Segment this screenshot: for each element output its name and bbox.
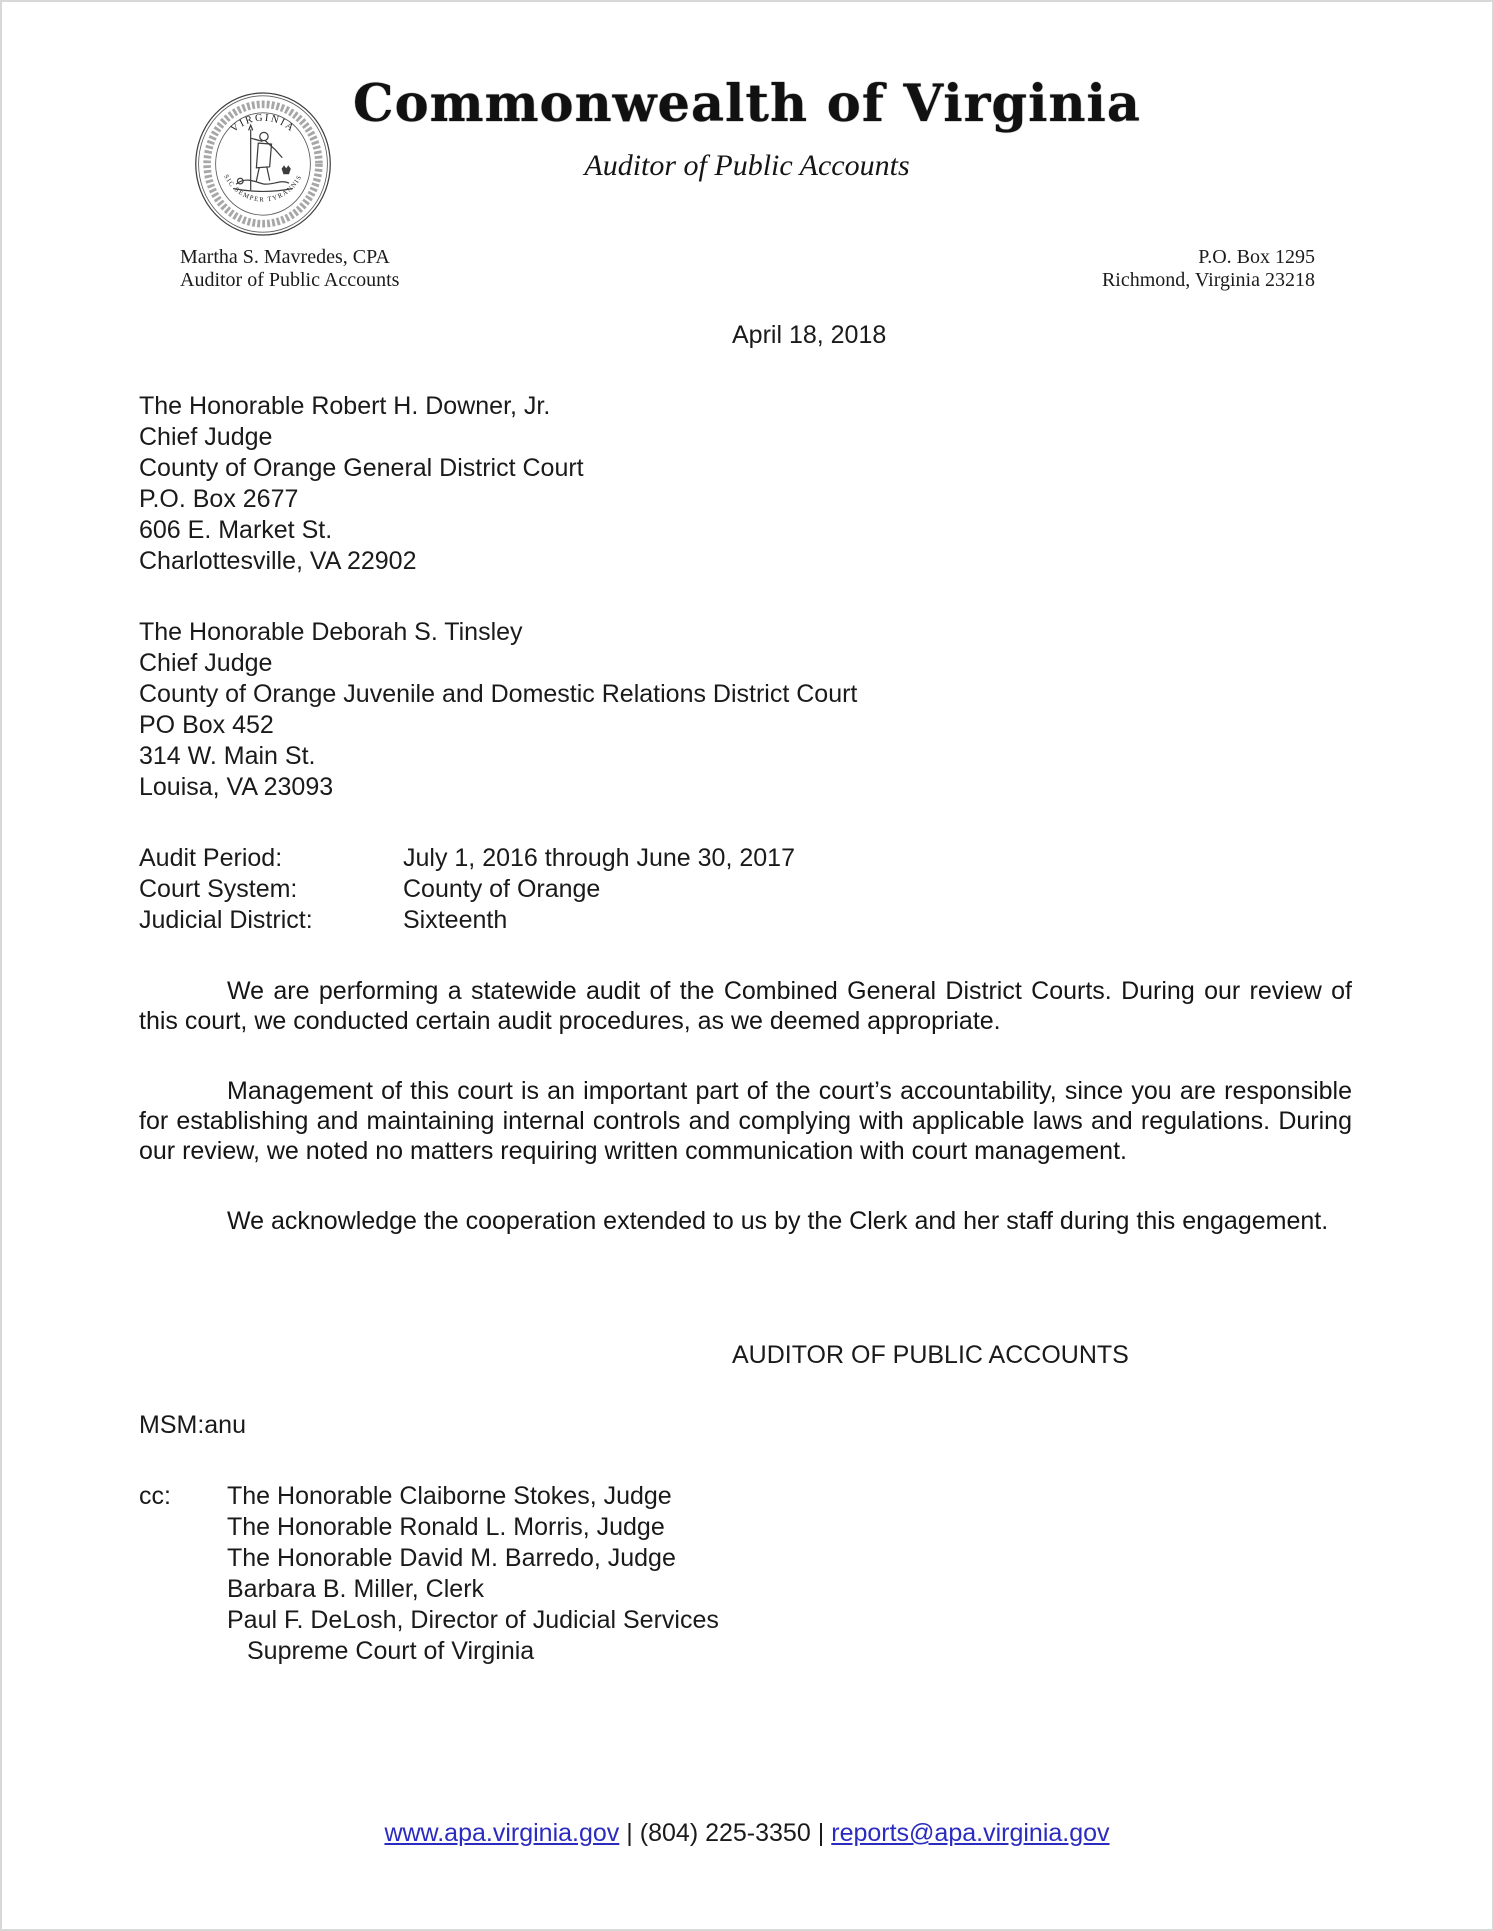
official-name: Martha S. Mavredes, CPA — [180, 246, 390, 268]
recipient-line: PO Box 452 — [139, 711, 274, 739]
body-paragraph-3: We acknowledge the cooperation extended to us by the Clerk and her staff during this engagement. — [227, 1207, 1329, 1235]
phone-number: (804) 225-3350 — [639, 1819, 811, 1847]
court-system-label: Court System: — [139, 875, 298, 903]
cc-name: The Honorable Claiborne Stokes, Judge — [227, 1482, 672, 1510]
cc-names — [227, 1481, 719, 1667]
recipient-line: 606 E. Market St. — [139, 516, 333, 544]
official-block — [180, 246, 399, 292]
page-subtitle: Auditor of Public Accounts — [584, 149, 910, 182]
body-paragraph-2: Management of this court is an important part of the court’s accountability, since you are responsible for establishing and maintaining internal controls and complying with applicable laws and regulations. During our review, we noted no matters requiring written communication with court management. — [139, 1077, 1352, 1165]
website-link[interactable]: www.apa.virginia.gov — [384, 1819, 620, 1847]
audit-info-row — [139, 874, 1352, 905]
letter-date: April 18, 2018 — [732, 321, 887, 349]
recipient-line: 314 W. Main St. — [139, 742, 316, 770]
cc-name: The Honorable Ronald L. Morris, Judge — [227, 1513, 665, 1541]
email-link[interactable]: reports@apa.virginia.gov — [831, 1819, 1110, 1847]
recipient-line: P.O. Box 2677 — [139, 485, 299, 513]
letter-footer — [2, 1818, 1492, 1848]
court-system-value: County of Orange — [403, 875, 601, 903]
recipient-line: Chief Judge — [139, 649, 273, 677]
page-title: Commonwealth of Virginia — [353, 74, 1141, 134]
recipient-line: Louisa, VA 23093 — [139, 773, 334, 801]
cc-name: Supreme Court of Virginia — [247, 1637, 535, 1665]
recipient-line: County of Orange Juvenile and Domestic Relations District Court — [139, 680, 858, 708]
return-address-block — [1102, 246, 1315, 292]
cc-block — [139, 1481, 1352, 1667]
cc-name: Barbara B. Miller, Clerk — [227, 1575, 485, 1603]
cc-label: cc: — [139, 1482, 171, 1510]
return-city-line: Richmond, Virginia 23218 — [1101, 269, 1315, 291]
judicial-district-label: Judicial District: — [139, 906, 313, 934]
masthead — [2, 76, 1492, 183]
audit-info-row — [139, 843, 1352, 874]
recipient-line: Charlottesville, VA 22902 — [139, 547, 417, 575]
audit-period-value: July 1, 2016 through June 30, 2017 — [403, 844, 795, 872]
seal-top-text: VIRGINIA — [228, 112, 298, 135]
body-paragraph-1: We are performing a statewide audit of the Combined General District Courts. During our review of this court, we conducted certain audit procedures, as we deemed appropriate. — [139, 977, 1352, 1035]
recipient-line: Chief Judge — [139, 423, 273, 451]
recipient-line: County of Orange General District Court — [139, 454, 584, 482]
cc-name: Paul F. DeLosh, Director of Judicial Services — [227, 1606, 719, 1634]
signature-organization: AUDITOR OF PUBLIC ACCOUNTS — [732, 1341, 1129, 1369]
judicial-district-value: Sixteenth — [403, 906, 508, 934]
official-title: Auditor of Public Accounts — [180, 269, 400, 291]
audit-info — [139, 843, 1352, 936]
footer-separator: | — [817, 1819, 825, 1847]
letterhead — [2, 2, 1492, 320]
recipient-line: The Honorable Robert H. Downer, Jr. — [139, 392, 551, 420]
audit-period-label: Audit Period: — [139, 844, 283, 872]
recipient-line: The Honorable Deborah S. Tinsley — [139, 618, 523, 646]
reference-initials: MSM:anu — [139, 1411, 246, 1439]
recipient-block-1 — [139, 391, 1352, 577]
return-po-box: P.O. Box 1295 — [1198, 246, 1315, 268]
seal-bottom-text: SIC SEMPER TYRANNIS — [222, 173, 304, 204]
recipient-block-2 — [139, 617, 1352, 803]
letter-body — [2, 320, 1492, 1667]
audit-info-row — [139, 905, 1352, 936]
footer-separator: | — [626, 1819, 633, 1847]
cc-name: The Honorable David M. Barredo, Judge — [227, 1544, 676, 1572]
